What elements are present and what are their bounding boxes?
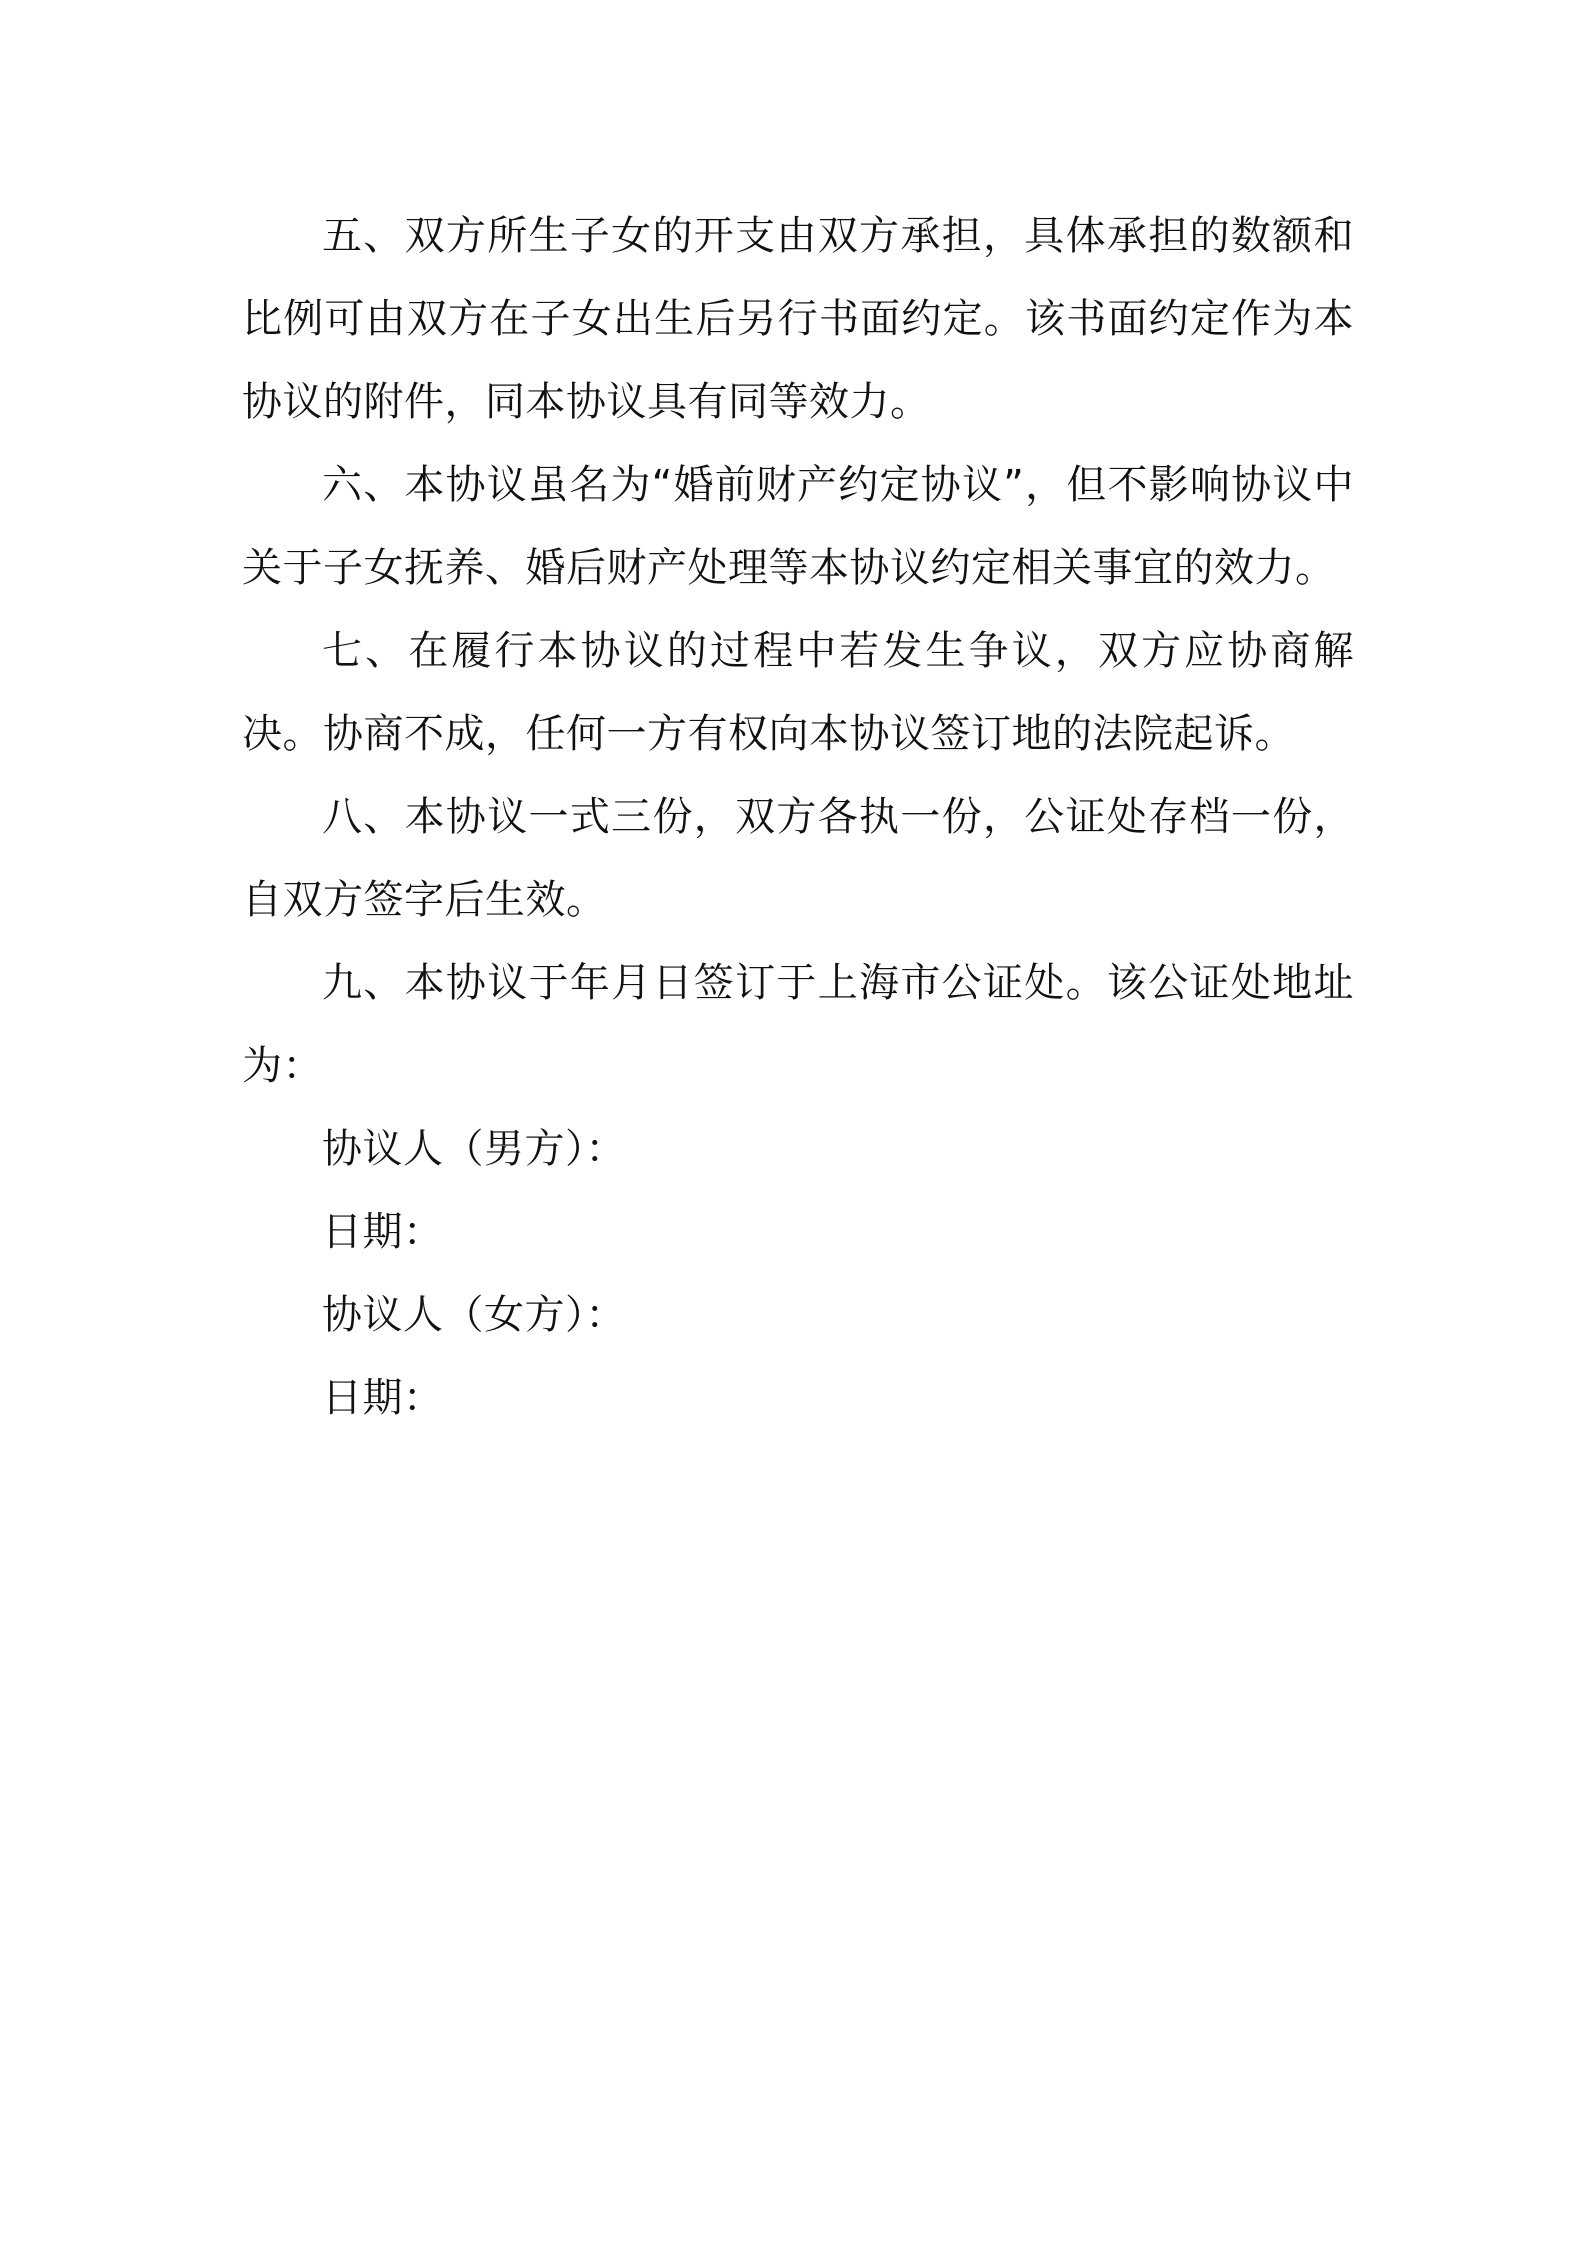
document-body: [242, 195, 1354, 1440]
clause-5: 五、双方所生子女的开支由双方承担，具体承担的数额和比例可由双方在子女出生后另行书面约定。该书面约定作为本协议的附件，同本协议具有同等效力。: [242, 213, 1354, 425]
male-date-label: 日期：: [322, 1209, 444, 1255]
male-party-signature-label: 协议人（男方）：: [322, 1126, 626, 1172]
female-date-label: 日期：: [322, 1375, 444, 1421]
clause-7: 七、在履行本协议的过程中若发生争议，双方应协商解决。协商不成，任何一方有权向本协议签订地的法院起诉。: [242, 628, 1354, 757]
female-party-signature-label: 协议人（女方）：: [322, 1292, 626, 1338]
clause-8: 八、本协议一式三份，双方各执一份，公证处存档一份，自双方签字后生效。: [242, 794, 1354, 923]
clause-6: 六、本协议虽名为“婚前财产约定协议”，但不影响协议中关于子女抚养、婚后财产处理等本协议约定相关事宜的效力。: [242, 462, 1354, 591]
clause-9: 九、本协议于年月日签订于上海市公证处。该公证处地址为：: [242, 960, 1354, 1089]
